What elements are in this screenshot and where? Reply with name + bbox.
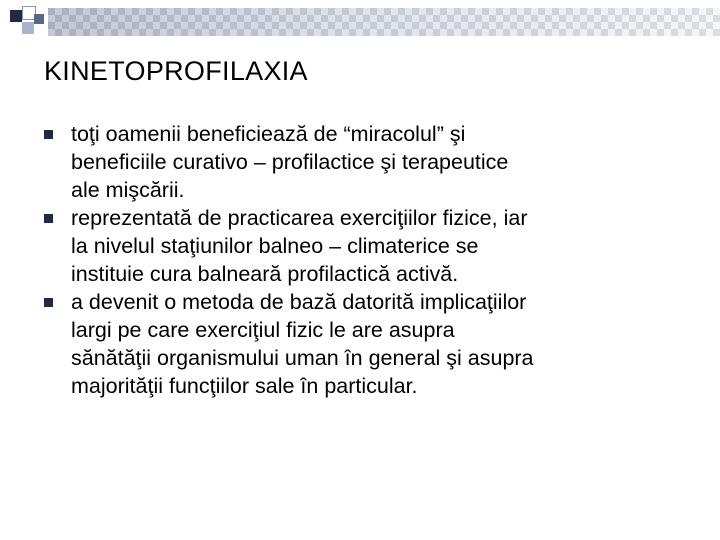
corner-decoration <box>0 0 48 40</box>
bullet-line: largi pe care exerciţiul fizic le are asupra <box>71 318 455 342</box>
bullet-line: beneficiile curativo – profilactice şi terapeutice <box>71 150 509 174</box>
bullet-item <box>44 288 684 400</box>
bullet-line: majorităţii funcţiilor sale în particular. <box>71 374 418 398</box>
bullet-line: instituie cura balneară profilactică activă. <box>71 262 459 286</box>
mid-square-decoration <box>34 14 44 24</box>
bullet-item <box>44 120 684 204</box>
bullet-list <box>44 120 684 400</box>
bullet-line: toţi oamenii beneficiează de “miracolul” şi <box>71 122 466 146</box>
bullet-line: ale mişcării. <box>71 178 185 202</box>
slide-title: KINETOPROFILAXIA <box>44 56 308 86</box>
bullet-item <box>44 204 684 288</box>
bullet-line: la nivelul staţiunilor balneo – climaterice se <box>71 234 479 258</box>
square-bullet-icon <box>44 214 53 223</box>
bullet-line: reprezentată de practicarea exerciţiilor fizice, iar <box>71 206 528 230</box>
bullet-line: sănătăţii organismului uman în general şi asupra <box>71 346 534 370</box>
bullet-line: a devenit o metoda de bază datorită implicaţiilor <box>71 290 527 314</box>
light-square-decoration <box>22 22 34 34</box>
square-bullet-icon <box>44 130 53 139</box>
square-bullet-icon <box>44 298 53 307</box>
checkered-band-decoration <box>48 8 720 36</box>
dark-square-decoration <box>10 10 22 22</box>
